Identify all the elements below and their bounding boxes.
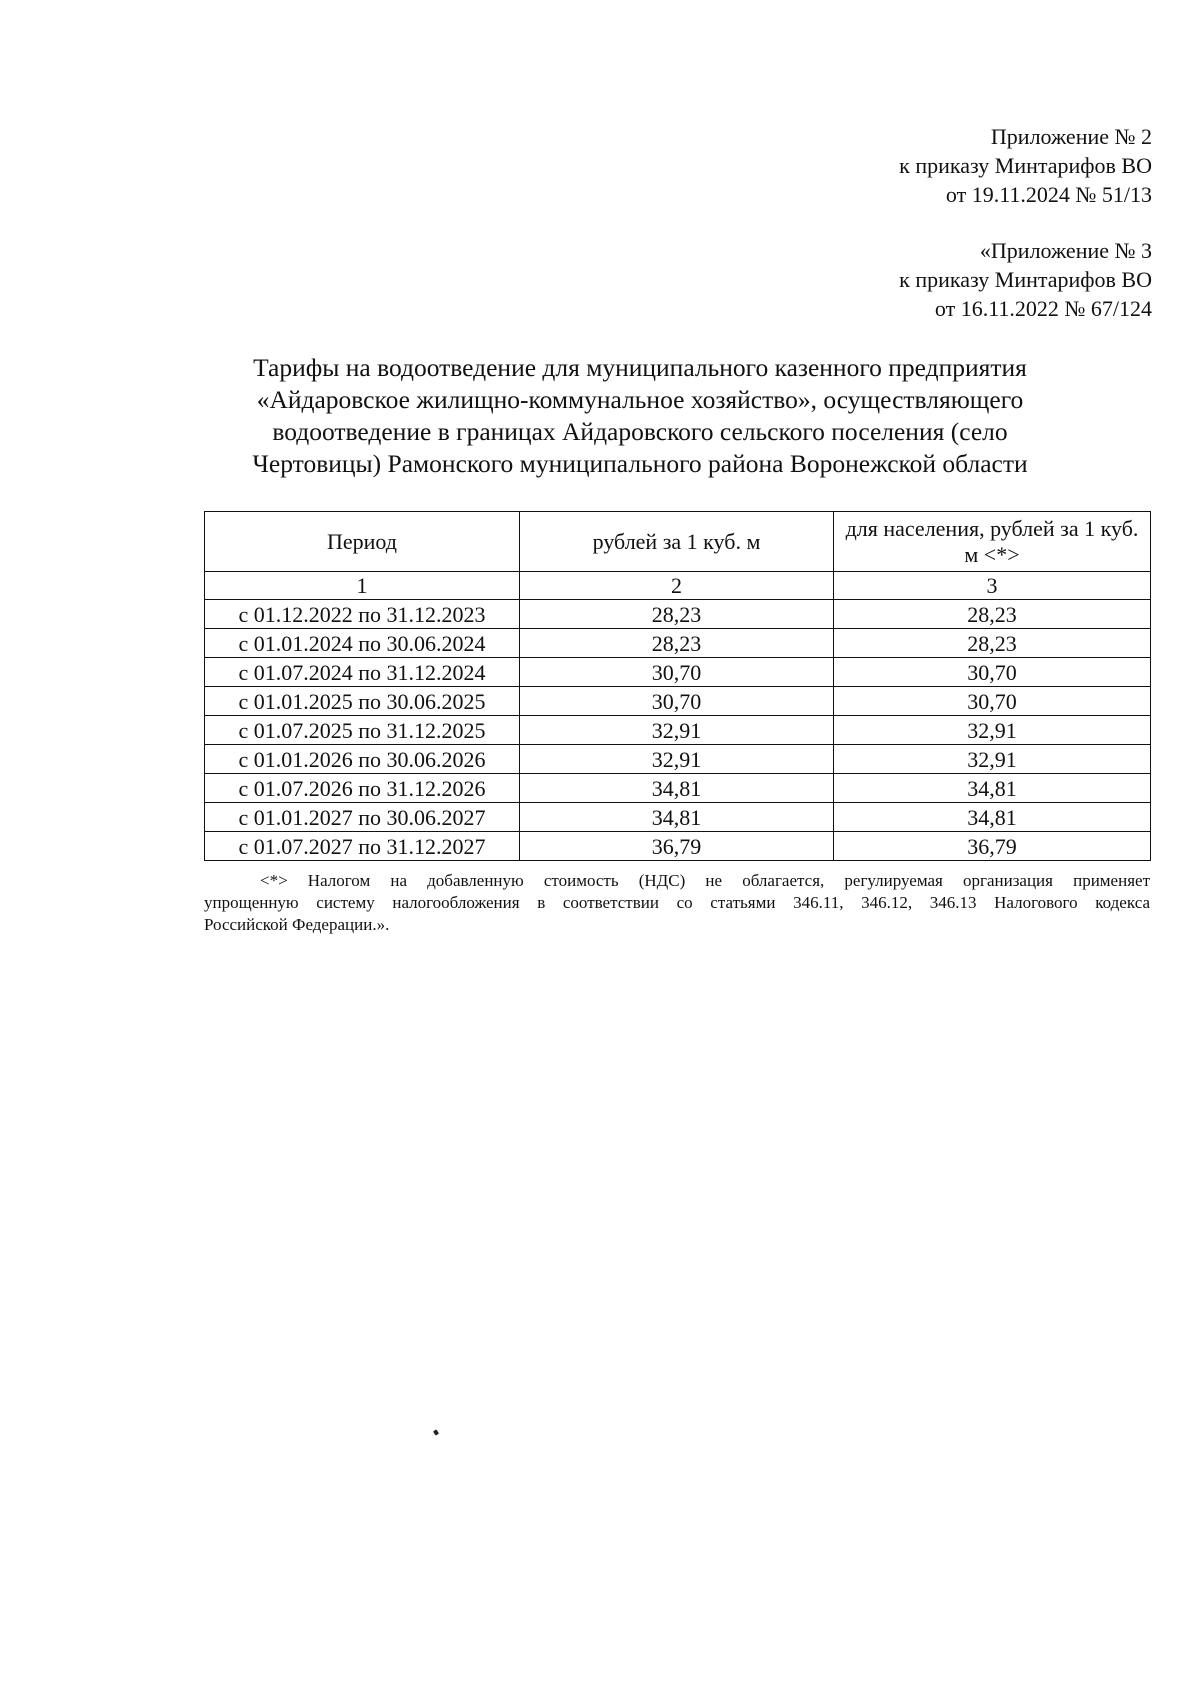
appendix-order-date: от 16.11.2022 № 67/124 [934,296,1152,321]
appendix-order-ref: к приказу Минтарифов ВО [899,153,1152,178]
column-header-period: Период [205,512,520,572]
rate-cell: 32,91 [520,745,834,774]
appendix-number: Приложение № 2 [990,124,1152,149]
period-cell: с 01.07.2025 по 31.12.2025 [205,716,520,745]
table-row [205,803,1151,832]
population-rate-cell: 30,70 [834,687,1151,716]
footnote-line: <*> Налогом на добавленную стоимость (НДС) не облагается, регулируемая организация применяет [260,871,1150,890]
table-row [205,600,1151,629]
appendix-order-ref: к приказу Минтарифов ВО [899,267,1152,292]
column-number: 2 [520,572,834,600]
table-row [205,716,1151,745]
period-cell: с 01.07.2024 по 31.12.2024 [205,658,520,687]
column-number-row [205,572,1151,600]
population-rate-cell: 36,79 [834,832,1151,861]
tariff-table [204,511,1151,861]
scan-speck [433,1429,439,1435]
period-cell: с 01.07.2026 по 31.12.2026 [205,774,520,803]
column-number: 3 [834,572,1151,600]
period-cell: с 01.01.2024 по 30.06.2024 [205,629,520,658]
table-row [205,774,1151,803]
table-row [205,658,1151,687]
appendix-header-previous [899,236,1152,323]
population-rate-cell: 32,91 [834,716,1151,745]
title-line: водоотведение в границах Айдаровского сельского поселения (село [272,417,1008,446]
population-rate-cell: 34,81 [834,803,1151,832]
table-row [205,687,1151,716]
rate-cell: 36,79 [520,832,834,861]
rate-cell: 32,91 [520,716,834,745]
footnote-line: упрощенную систему налогообложения в соответствии со статьями 346.11, 346.12, 346.13 Налогового кодекса [204,893,1150,912]
footnote [204,870,1150,936]
appendix-header-current [899,122,1152,209]
population-rate-cell: 34,81 [834,774,1151,803]
appendix-order-date: от 19.11.2024 № 51/13 [945,182,1152,207]
population-rate-cell: 28,23 [834,629,1151,658]
column-number: 1 [205,572,520,600]
rate-cell: 34,81 [520,803,834,832]
period-cell: с 01.01.2025 по 30.06.2025 [205,687,520,716]
column-header-rate: рублей за 1 куб. м [520,512,834,572]
table-header-row [205,512,1151,572]
table-row [205,832,1151,861]
document-title [190,352,1090,480]
title-line: «Айдаровское жилищно-коммунальное хозяйство», осуществляющего [256,385,1024,414]
rate-cell: 30,70 [520,687,834,716]
period-cell: с 01.01.2027 по 30.06.2027 [205,803,520,832]
rate-cell: 34,81 [520,774,834,803]
column-header-population-rate: для населения, рублей за 1 куб. м <*> [834,512,1151,572]
period-cell: с 01.07.2027 по 31.12.2027 [205,832,520,861]
rate-cell: 28,23 [520,629,834,658]
period-cell: с 01.12.2022 по 31.12.2023 [205,600,520,629]
table-row [205,629,1151,658]
appendix-number: «Приложение № 3 [979,238,1152,263]
title-line: Тарифы на водоотведение для муниципального казенного предприятия [253,353,1027,382]
table-row [205,745,1151,774]
period-cell: с 01.01.2026 по 30.06.2026 [205,745,520,774]
population-rate-cell: 30,70 [834,658,1151,687]
footnote-line: Российской Федерации.». [204,915,390,934]
rate-cell: 28,23 [520,600,834,629]
population-rate-cell: 28,23 [834,600,1151,629]
title-line: Чертовицы) Рамонского муниципального района Воронежской области [252,449,1028,478]
rate-cell: 30,70 [520,658,834,687]
population-rate-cell: 32,91 [834,745,1151,774]
